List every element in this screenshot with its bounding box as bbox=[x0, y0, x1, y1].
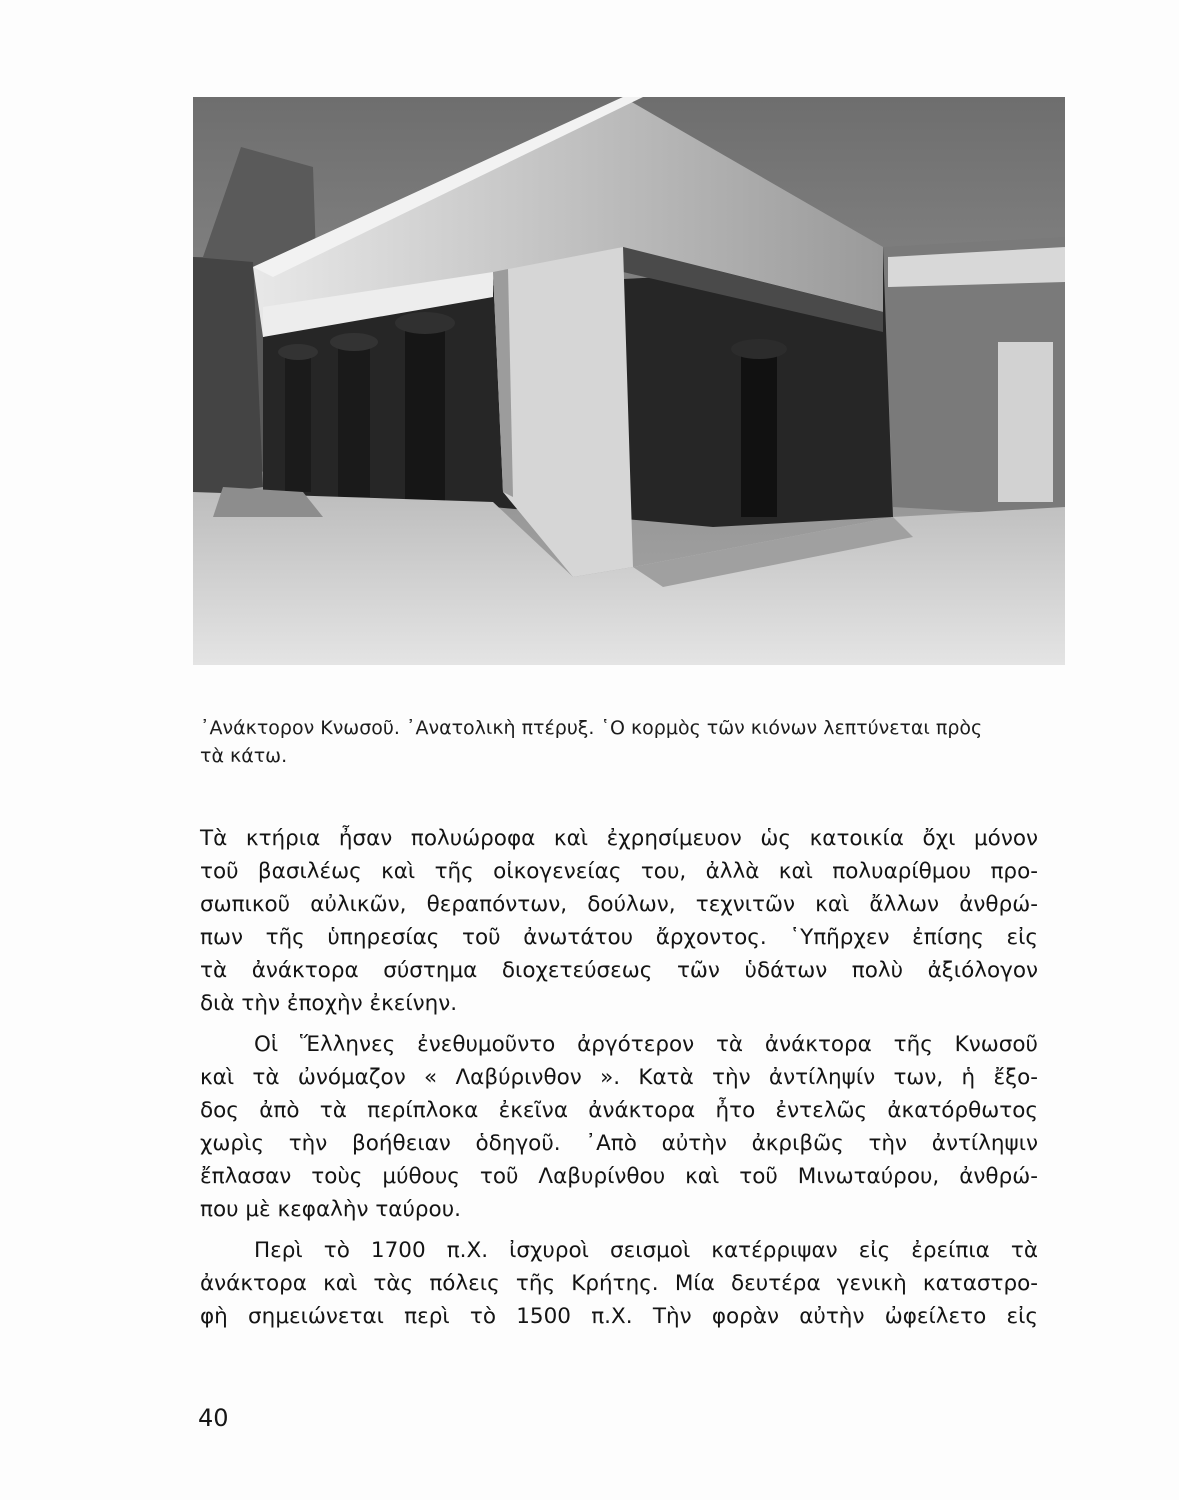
page-number: 40 bbox=[198, 1404, 229, 1432]
paragraph-gap bbox=[200, 1020, 1038, 1028]
column-capital-4 bbox=[731, 339, 787, 359]
palace-photo-illustration bbox=[193, 97, 1065, 665]
caption-line: ᾿Ανάκτορον Κνωσοῦ. ᾿Ανατολικὴ πτέρυξ. ῾Ο κορμὸς τῶν κιόνων λεπτύνεται πρὸς bbox=[200, 717, 983, 739]
column-capital-1 bbox=[278, 344, 318, 360]
column-2 bbox=[338, 342, 370, 497]
stone-wall-left bbox=[193, 257, 263, 497]
column-3 bbox=[405, 329, 445, 504]
paragraph-gap bbox=[200, 1226, 1038, 1234]
paragraph-3 bbox=[200, 1234, 1038, 1333]
text-line: δος ἀπὸ τὰ περίπλοκα ἐκεῖνα ἀνάκτορα ἦτο ἐντελῶς ἀκατόρθωτος bbox=[200, 1098, 1038, 1123]
text-line: Τὰ κτήρια ἦσαν πολυώροφα καὶ ἐχρησίμευον ὡς κατοικία ὄχι μόνον bbox=[200, 826, 1038, 851]
text-line: καὶ τὰ ὠνόμαζον « Λαβύρινθον ». Κατὰ τὴν ἀντίληψίν των, ἡ ἔξο- bbox=[200, 1065, 1038, 1090]
text-line: ἀνάκτορα καὶ τὰς πόλεις τῆς Κρήτης. Μία δευτέρα γενικὴ καταστρο- bbox=[200, 1271, 1038, 1296]
text-line: πων τῆς ὑπηρεσίας τοῦ ἀνωτάτου ἄρχοντος. ῾Υπῆρχεν ἐπίσης εἰς bbox=[200, 925, 1038, 950]
text-line: Περὶ τὸ 1700 π.Χ. ἰσχυροὶ σεισμοὶ κατέρριψαν εἰς ἐρείπια τὰ bbox=[254, 1238, 1038, 1263]
text-line: φὴ σημειώνεται περὶ τὸ 1500 π.Χ. Τὴν φορὰν αὐτὴν ὠφείλετο εἰς bbox=[200, 1304, 1038, 1329]
paragraph-1 bbox=[200, 822, 1038, 1020]
right-wing-pillar bbox=[998, 342, 1053, 502]
caption-line: τὰ κάτω. bbox=[200, 745, 288, 767]
text-line: σωπικοῦ αὐλικῶν, θεραπόντων, δούλων, τεχνιτῶν καὶ ἄλλων ἀνθρώ- bbox=[200, 892, 1038, 917]
text-line: χωρὶς τὴν βοήθειαν ὁδηγοῦ. ᾿Απὸ αὐτὴν ἀκριβῶς τὴν ἀντίληψιν bbox=[200, 1131, 1038, 1156]
text-line: ἔπλασαν τοὺς μύθους τοῦ Λαβυρίνθου καὶ τοῦ Μινωταύρου, ἀνθρώ- bbox=[200, 1164, 1038, 1189]
text-line: τοῦ βασιλέως καὶ τῆς οἰκογενείας του, ἀλλὰ καὶ πολυαρίθμου προ- bbox=[200, 859, 1038, 884]
column-4 bbox=[741, 352, 777, 517]
text-line: τὰ ἀνάκτορα σύστημα διοχετεύσεως τῶν ὑδάτων πολὺ ἀξιόλογον bbox=[200, 958, 1038, 983]
figure-caption bbox=[200, 714, 1038, 770]
text-line: διὰ τὴν ἐποχὴν ἐκείνην. bbox=[200, 991, 458, 1016]
column-capital-3 bbox=[395, 312, 455, 334]
text-line: που μὲ κεφαλὴν ταύρου. bbox=[200, 1197, 461, 1222]
palace-photograph bbox=[193, 97, 1065, 665]
text-line: Οἱ Ἕλληνες ἐνεθυμοῦντο ἀργότερον τὰ ἀνάκτορα τῆς Κνωσοῦ bbox=[254, 1032, 1038, 1057]
column-1 bbox=[285, 352, 311, 492]
body-text bbox=[200, 822, 1038, 1333]
paragraph-2 bbox=[200, 1028, 1038, 1226]
column-capital-2 bbox=[330, 333, 378, 351]
